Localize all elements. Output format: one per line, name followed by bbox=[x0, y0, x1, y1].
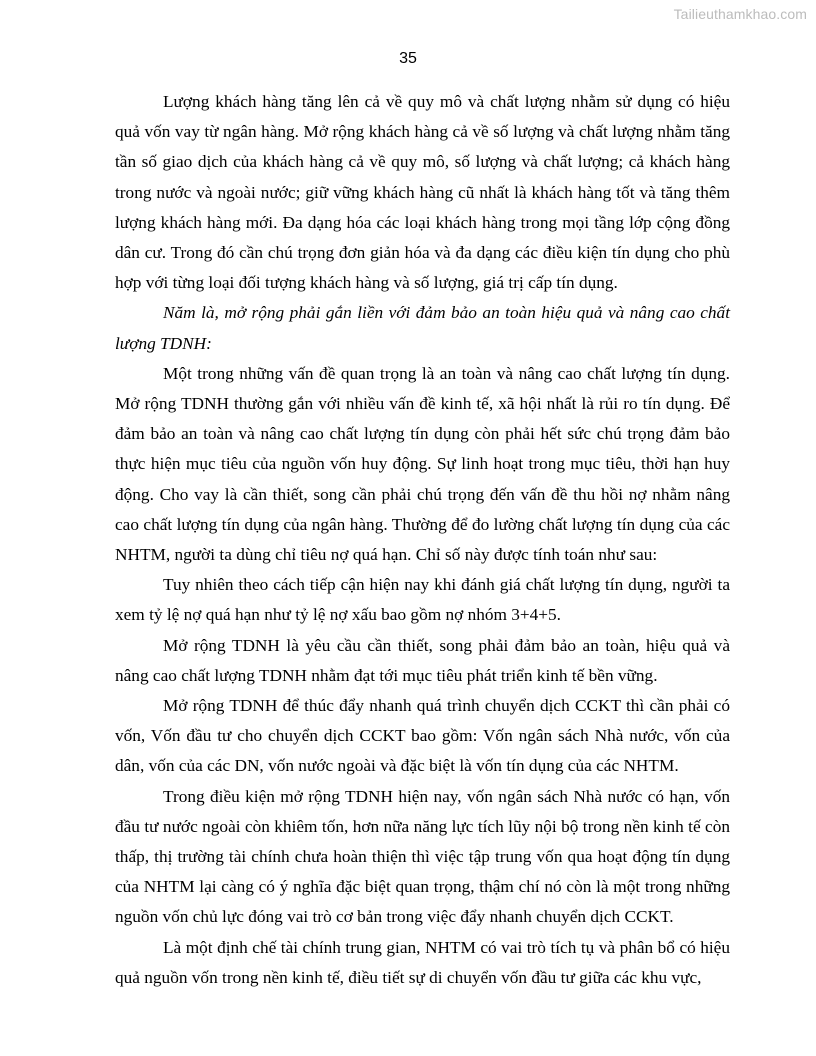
paragraph-customer-expansion: Lượng khách hàng tăng lên cả về quy mô và chất lượng nhằm sử dụng có hiệu quả vốn vay từ ngân hàng. Mở rộng khách hàng cả về số lượng và chất lượng nhằm tăng tần số giao dịch của khách hàng cả về quy mô, số lượng và chất lượng; cả khách hàng trong nước và ngoài nước; giữ vững khách hàng cũ nhất là khách hàng tốt và tăng thêm lượng khách hàng mới. Đa dạng hóa các loại khách hàng trong mọi tầng lớp cộng đồng dân cư. Trong đó cần chú trọng đơn giản hóa và đa dạng các điều kiện tín dụng cho phù hợp với từng loại đối tượng khách hàng và số lượng, giá trị cấp tín dụng. bbox=[115, 92, 730, 293]
paragraph-section-heading-fifth: Năm là, mở rộng phải gắn liền với đảm bảo an toàn hiệu quả và nâng cao chất lượng TDNH: bbox=[115, 303, 730, 353]
page-number: 35 bbox=[399, 50, 417, 67]
document-body bbox=[115, 87, 730, 993]
paragraph-investment-capital: Mở rộng TDNH để thúc đẩy nhanh quá trình chuyển dịch CCKT thì cần phải có vốn, Vốn đầu tư cho chuyển dịch CCKT bao gồm: Vốn ngân sách Nhà nước, vốn của dân, vốn của các DN, vốn nước ngoài và đặc biệt là vốn tín dụng của các NHTM. bbox=[115, 696, 730, 776]
paragraph-bad-debt-ratio: Tuy nhiên theo cách tiếp cận hiện nay khi đánh giá chất lượng tín dụng, người ta xem tỷ lệ nợ quá hạn như tỷ lệ nợ xấu bao gồm nợ nhóm 3+4+5. bbox=[115, 575, 730, 625]
paragraph-current-conditions: Trong điều kiện mở rộng TDNH hiện nay, vốn ngân sách Nhà nước có hạn, vốn đầu tư nước ngoài còn khiêm tốn, hơn nữa năng lực tích lũy nội bộ trong nền kinh tế còn thấp, thị trường tài chính chưa hoàn thiện thì việc tập trung vốn qua hoạt động tín dụng của NHTM lại càng có ý nghĩa đặc biệt quan trọng, thậm chí nó còn là một trong những nguồn vốn chủ lực đóng vai trò cơ bản trong việc đẩy nhanh chuyển dịch CCKT. bbox=[115, 786, 730, 927]
watermark-text: Tailieuthamkhao.com bbox=[673, 6, 807, 22]
paragraph-credit-quality: Một trong những vấn đề quan trọng là an toàn và nâng cao chất lượng tín dụng. Mở rộng TDNH thường gắn với nhiều vấn đề kinh tế, xã hội nhất là rủi ro tín dụng. Để đảm bảo an toàn và nâng cao chất lượng tín dụng còn phải hết sức chú trọng đảm bảo thực hiện mục tiêu của nguồn vốn huy động. Sự linh hoạt trong mục tiêu, thời hạn huy động. Cho vay là cần thiết, song cần phải chú trọng đến vấn đề thu hồi nợ nhằm nâng cao chất lượng tín dụng của ngân hàng. Thường để đo lường chất lượng tín dụng của các NHTM, người ta dùng chỉ tiêu nợ quá hạn. Chỉ số này được tính toán như sau: bbox=[115, 363, 730, 565]
paragraph-financial-intermediary: Là một định chế tài chính trung gian, NHTM có vai trò tích tụ và phân bổ có hiệu quả nguồn vốn trong nền kinh tế, điều tiết sự di chuyển vốn đầu tư giữa các khu vực, bbox=[115, 937, 730, 987]
paragraph-sustainable-growth: Mở rộng TDNH là yêu cầu cần thiết, song phải đảm bảo an toàn, hiệu quả và nâng cao chất lượng TDNH nhằm đạt tới mục tiêu phát triển kinh tế bền vững. bbox=[115, 635, 730, 685]
